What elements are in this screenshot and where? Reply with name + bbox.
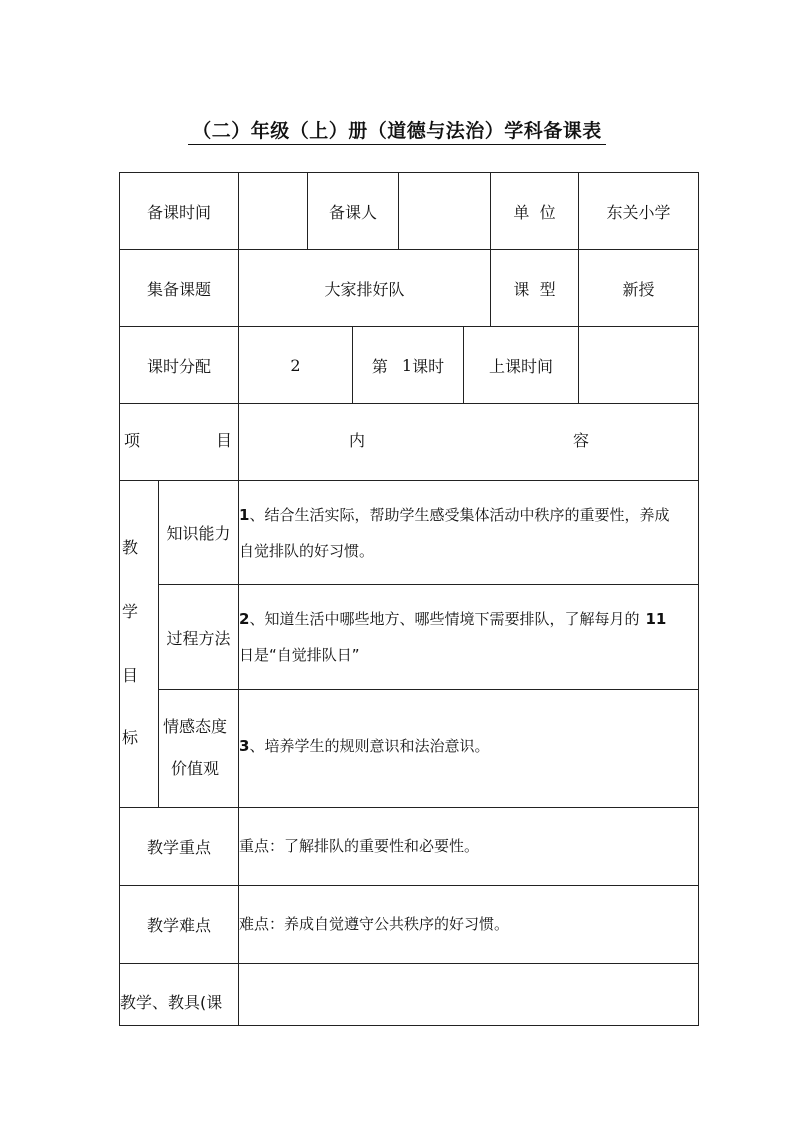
cell-classtime-label: [463, 326, 579, 404]
emotion-text: [239, 728, 700, 764]
difficult-value: 难点：养成自觉遵守公共秩序的好习惯。: [239, 915, 510, 933]
alloc-value: 2: [290, 355, 301, 375]
knowledge-text: [239, 497, 700, 569]
session-di: 第: [371, 356, 388, 376]
topic-value: 大家排好队: [324, 279, 405, 299]
cell-goals-side: [119, 480, 159, 808]
process-number-11: 11: [645, 610, 667, 628]
session-unit: 课时: [412, 356, 445, 376]
cell-difficult-label: [119, 885, 239, 964]
knowledge-label: 知识能力: [166, 524, 231, 543]
content-header-nei: 内: [349, 431, 366, 450]
cell-prep-time-value: [238, 172, 308, 250]
cell-classtime-value: [578, 326, 699, 404]
emotion-line: 、培养学生的规则意识和法治意识。: [249, 737, 490, 755]
goals-side-char-2: 学: [122, 602, 139, 621]
cell-key-label: [119, 807, 239, 886]
item-header-mu: 目: [216, 431, 233, 450]
cell-emotion-label: [158, 689, 239, 808]
unit-label: 单 位: [513, 202, 556, 222]
cell-process-content: [238, 584, 699, 690]
session-number: 1: [401, 355, 413, 375]
cell-difficult-content: [238, 885, 699, 964]
content-header-rong: 容: [573, 431, 590, 450]
topic-label: 集备课题: [146, 279, 211, 299]
cell-topic-value: [238, 249, 491, 327]
cell-type-label: [490, 249, 579, 327]
cell-content-header: [238, 403, 699, 481]
knowledge-line-2: 自觉排队的好习惯。: [239, 542, 375, 560]
cell-alloc-label: [119, 326, 239, 404]
knowledge-line-1: 、结合生活实际，帮助学生感受集体活动中秩序的重要性，养成: [249, 506, 670, 524]
cell-tools-label: [119, 963, 239, 1026]
cell-knowledge-label: [158, 480, 239, 585]
alloc-label: 课时分配: [146, 356, 211, 376]
goals-side-char-1: 教: [122, 538, 139, 557]
cell-knowledge-content: [238, 480, 699, 585]
prep-time-label: 备课时间: [146, 202, 211, 222]
key-value: 重点：了解排队的重要性和必要性。: [239, 837, 480, 855]
cell-type-value: [578, 249, 699, 327]
process-label: 过程方法: [166, 628, 231, 648]
cell-emotion-content: [238, 689, 699, 808]
goals-side-char-4: 标: [122, 728, 139, 747]
cell-alloc-value: [238, 326, 353, 404]
cell-process-label: [158, 584, 239, 690]
emotion-label-line-1: 情感态度: [163, 717, 228, 736]
cell-unit-value: [578, 172, 699, 250]
unit-value: 东关小学: [606, 202, 671, 222]
type-label: 课 型: [513, 279, 556, 299]
key-label: 教学重点: [146, 838, 211, 857]
cell-topic-label: [119, 249, 239, 327]
cell-prep-time-label: [119, 172, 239, 250]
item-header-xiang: 项: [124, 431, 141, 450]
goals-side-char-3: 目: [122, 666, 139, 685]
type-value: 新授: [622, 279, 655, 299]
process-number: 2: [239, 610, 250, 628]
cell-key-content: [238, 807, 699, 886]
emotion-number: 3: [239, 737, 250, 755]
cell-unit-label: [490, 172, 579, 250]
process-line-2: 日是“自觉排队日”: [239, 646, 360, 664]
preparer-label: 备课人: [328, 202, 377, 222]
process-text: [239, 601, 700, 673]
cell-preparer-label: [307, 172, 399, 250]
cell-preparer-value: [398, 172, 491, 250]
knowledge-number: 1: [239, 506, 250, 524]
tools-label: 教学、教具(课: [120, 993, 223, 1012]
emotion-label-line-2: 价值观: [171, 759, 220, 778]
cell-session: [352, 326, 464, 404]
classtime-label: 上课时间: [488, 356, 553, 376]
cell-tools-content: [238, 963, 699, 1026]
process-line-1: 、知道生活中哪些地方、哪些情境下需要排队，了解每月的: [249, 610, 640, 628]
difficult-label: 教学难点: [146, 916, 211, 935]
page-title: [0, 116, 794, 143]
cell-item-header: [119, 403, 239, 481]
title-text: （二）年级（上）册（道德与法治）学科备课表: [188, 120, 606, 145]
